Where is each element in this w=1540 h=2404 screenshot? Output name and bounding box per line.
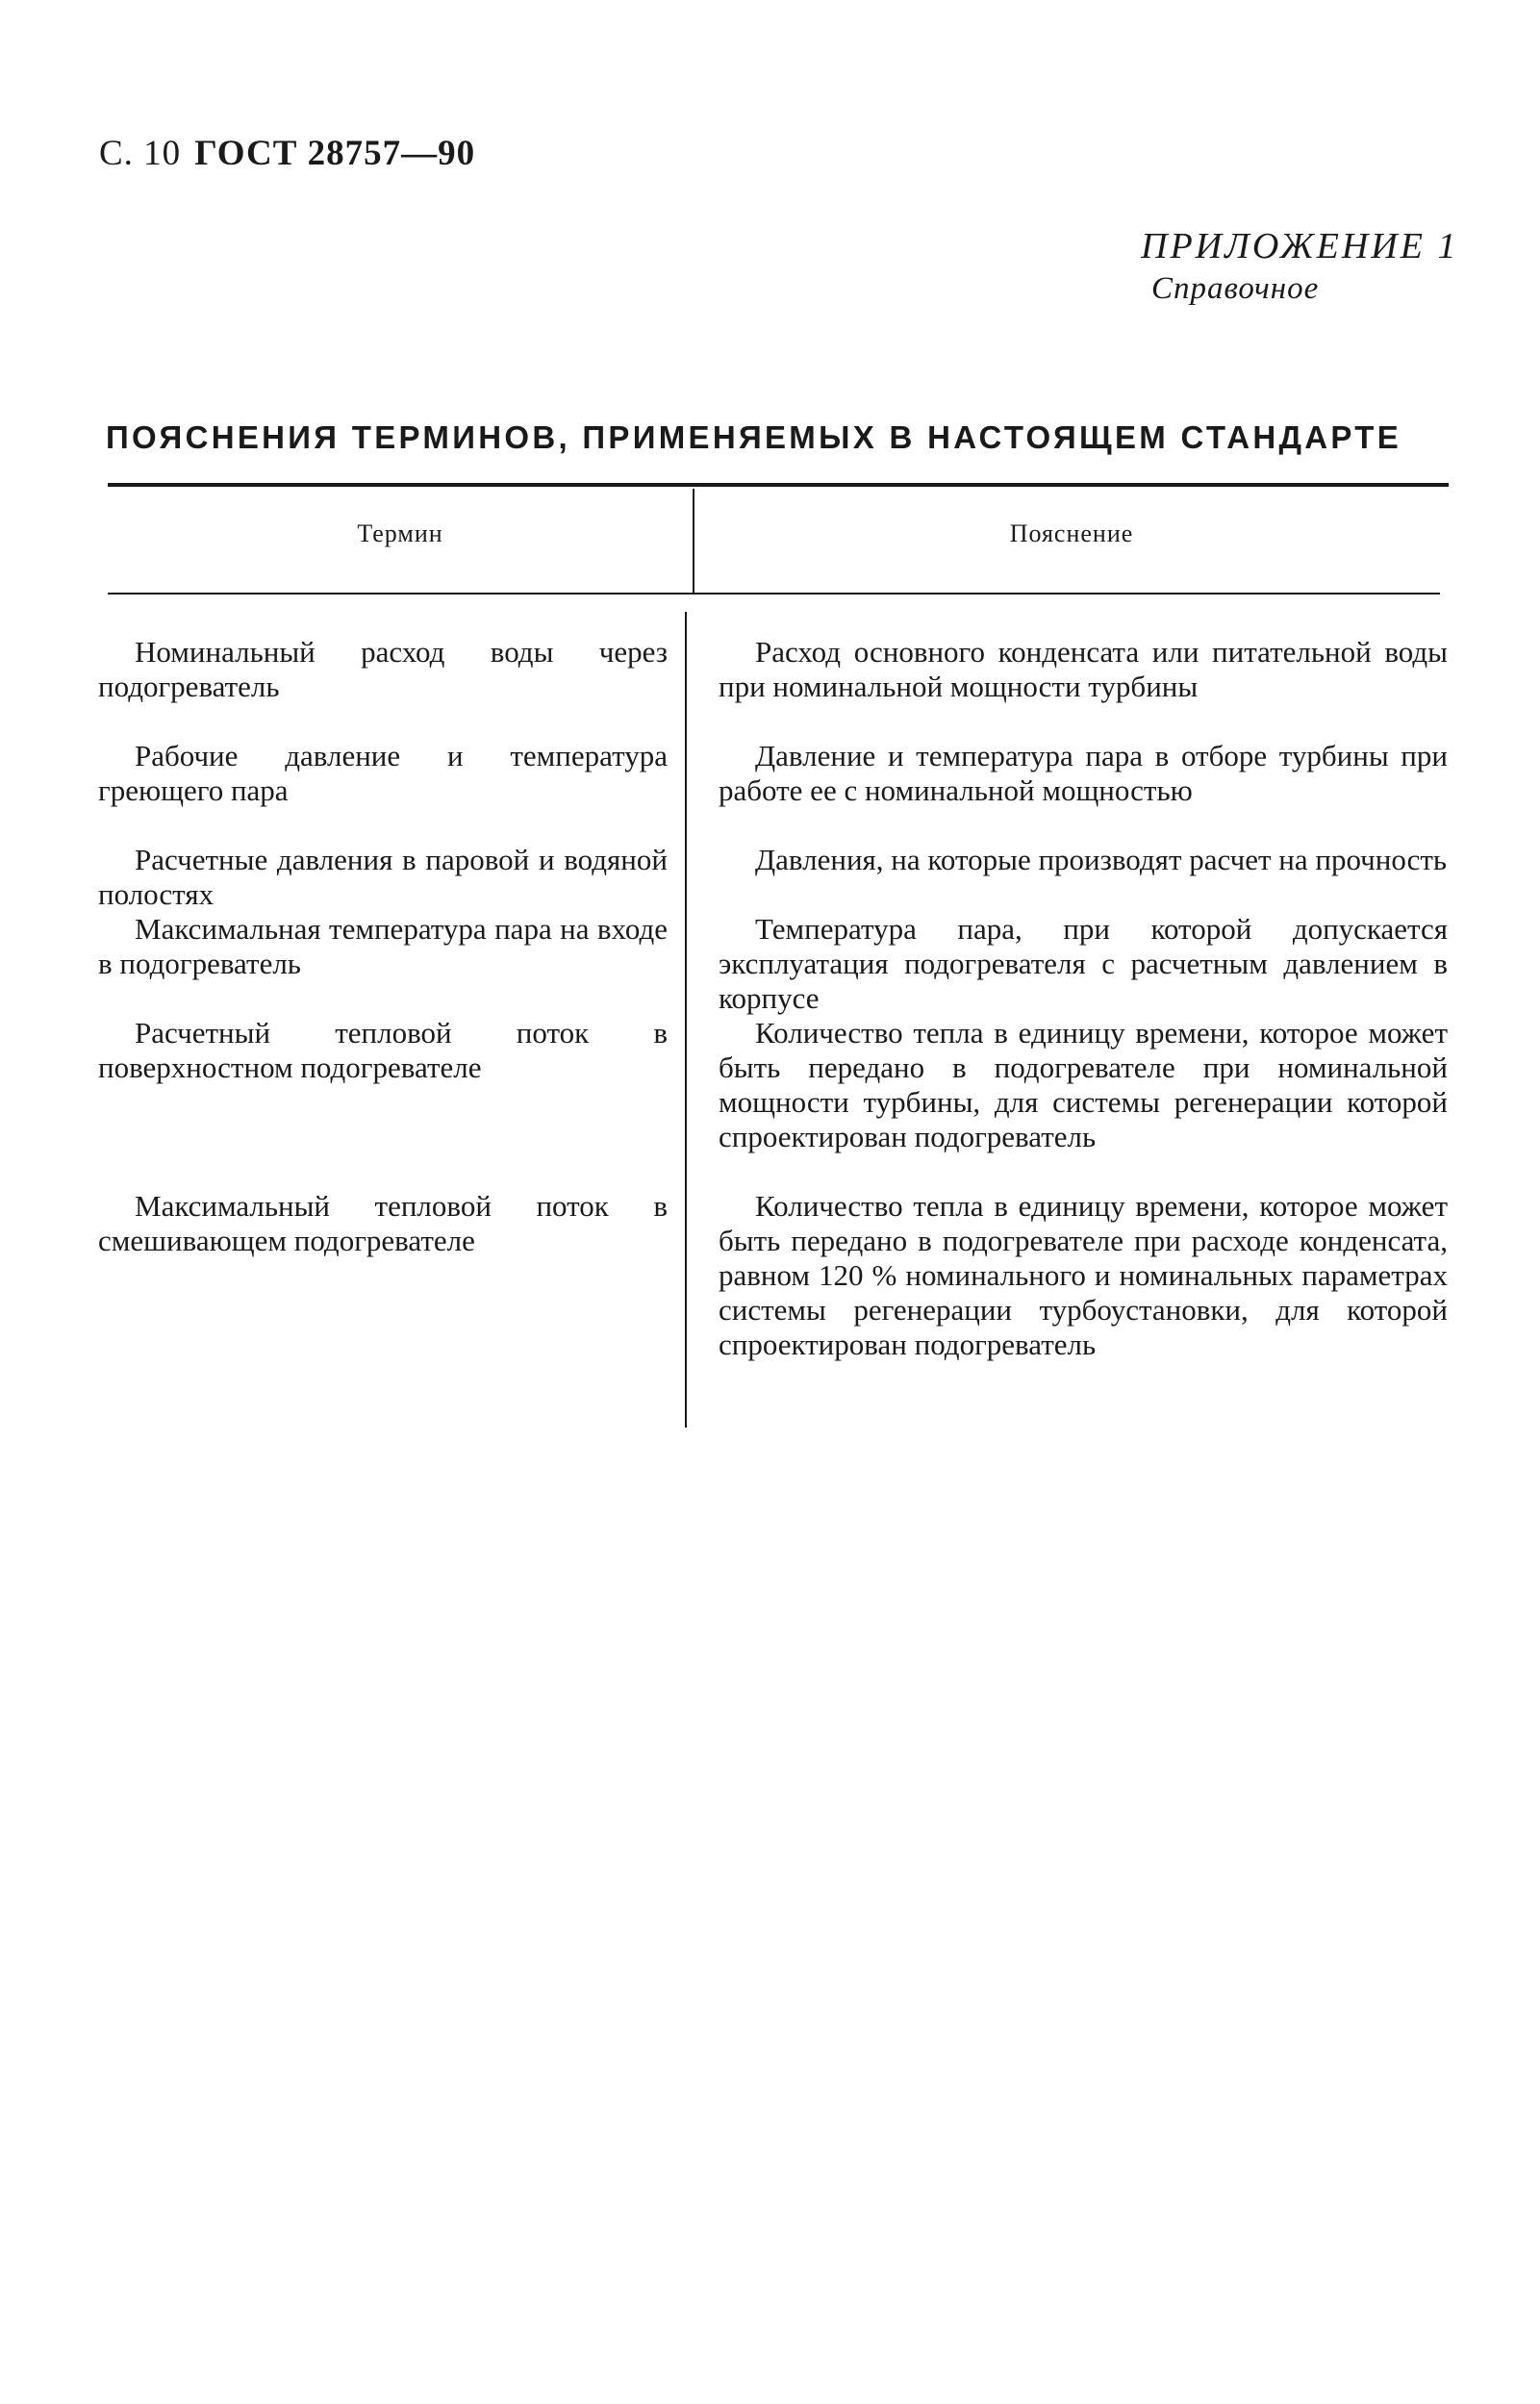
explanation-cell: Давление и температура пара в отборе турбины при работе ее с номинальной мощностью xyxy=(719,739,1448,807)
page-header xyxy=(99,133,475,174)
term-cell: Максимальный тепловой поток в смешивающем подогревателе xyxy=(98,1189,668,1257)
term-cell: Рабочие давление и температура греющего пара xyxy=(98,739,668,807)
term-cell: Расчетные давления в паровой и водяной полостях xyxy=(98,843,668,911)
explanation-cell: Количество тепла в единицу времени, которое может быть передано в подогревателе при расходе конденсата, равном 120 % номинального и номинальных параметрах системы регенерации турбоустановки, для которой спроектирован подогреватель xyxy=(719,1189,1448,1361)
appendix-title: ПРИЛОЖЕНИЕ 1 xyxy=(1141,226,1459,266)
table-top-rule xyxy=(108,483,1449,487)
column-header-term: Термин xyxy=(357,519,443,547)
standard-number: ГОСТ 28757—90 xyxy=(194,134,476,173)
document-title: ПОЯСНЕНИЯ ТЕРМИНОВ, ПРИМЕНЯЕМЫХ В НАСТОЯЩЕМ СТАНДАРТЕ xyxy=(106,419,1402,455)
explanation-cell: Температура пара, при которой допускается эксплуатация подогревателя с расчетным давлением в корпусе xyxy=(719,912,1448,1015)
explanation-cell: Расход основного конденсата или питательной воды при номинальной мощности турбины xyxy=(719,635,1448,703)
table-header-rule xyxy=(108,593,1440,595)
term-cell: Максимальная температура пара на входе в подогреватель xyxy=(98,912,668,980)
column-header-explanation: Пояснение xyxy=(1009,519,1134,547)
term-cell: Расчетный тепловой поток в поверхностном подогревателе xyxy=(98,1016,668,1084)
table-column-divider xyxy=(685,612,687,1428)
explanation-cell: Количество тепла в единицу времени, которое может быть передано в подогревателе при номинальной мощности турбины, для системы регенерации которой спроектирован подогреватель xyxy=(719,1016,1448,1153)
page-number: С. 10 xyxy=(99,134,182,173)
appendix-type: Справочное xyxy=(1151,271,1320,306)
explanation-cell: Давления, на которые производят расчет на прочность xyxy=(755,843,1448,876)
term-cell: Номинальный расход воды через подогреватель xyxy=(98,635,668,703)
